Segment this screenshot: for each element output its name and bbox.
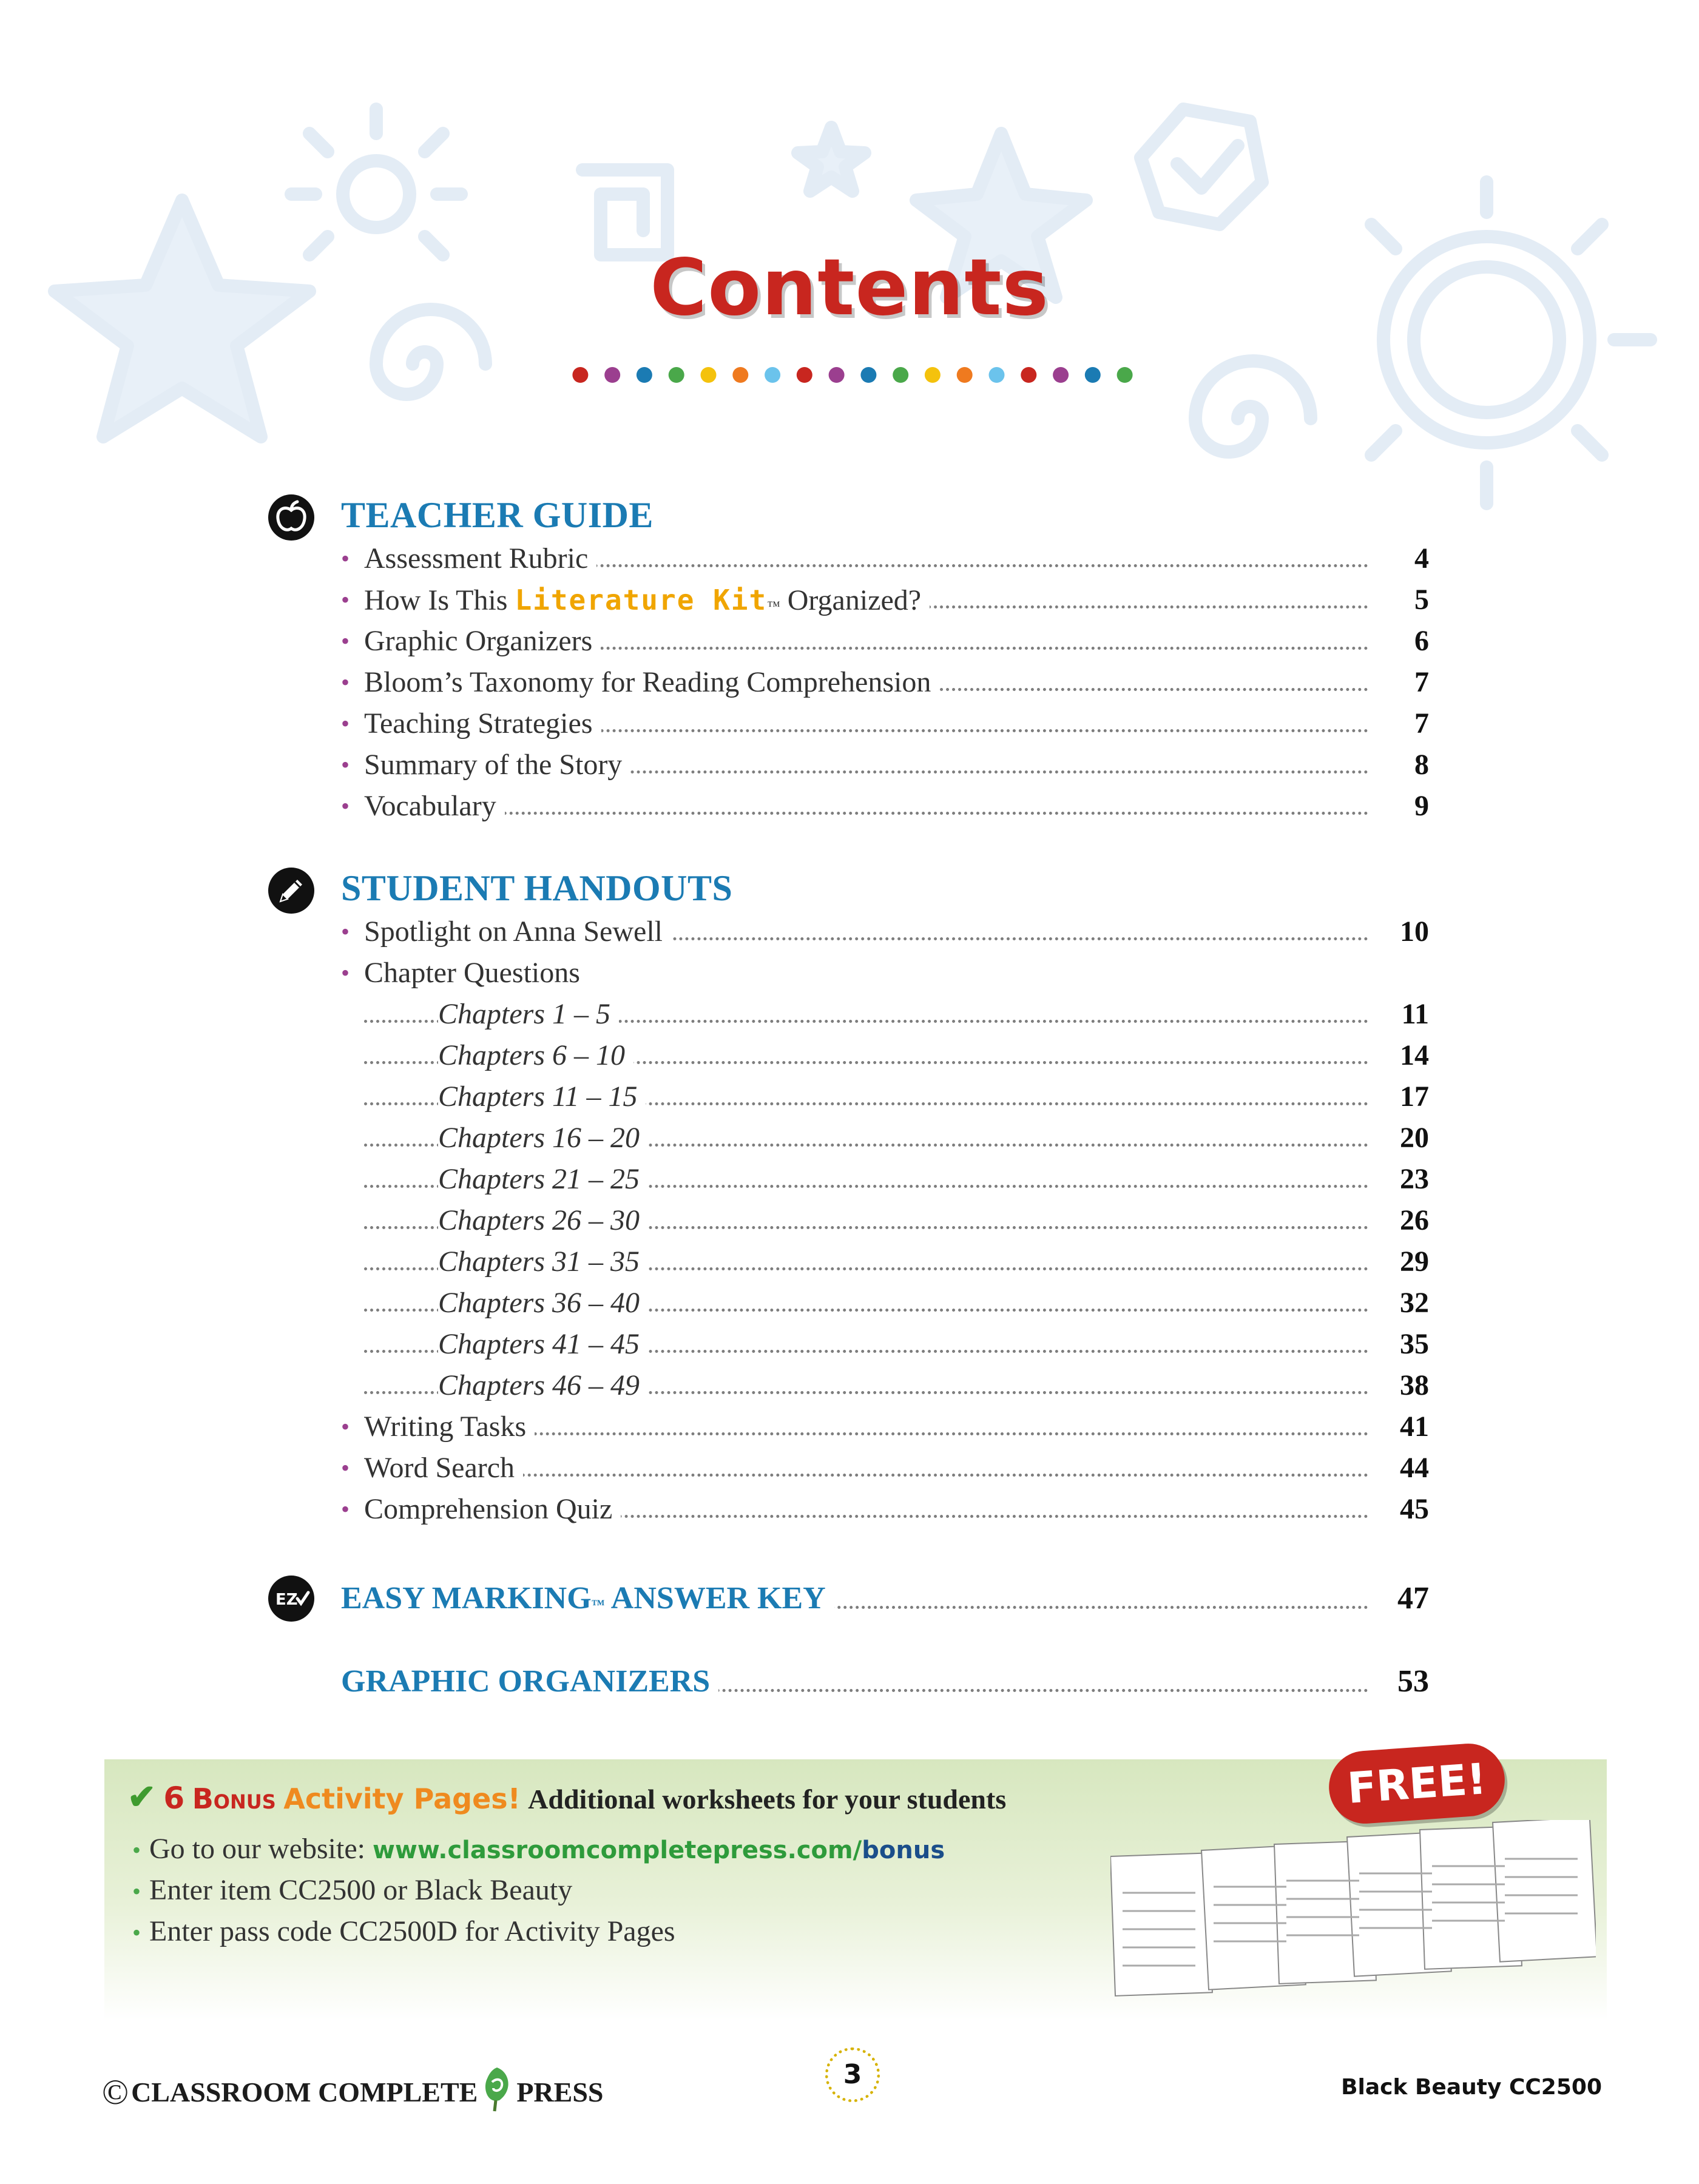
toc-row-label: Chapter Questions xyxy=(364,952,589,994)
bullet: • xyxy=(132,1836,141,1864)
chapter-row-page: 26 xyxy=(1400,1204,1429,1236)
apple-icon xyxy=(267,493,316,542)
graphic-organizers-label: GRAPHIC ORGANIZERS xyxy=(341,1658,718,1705)
chapter-row[interactable] xyxy=(341,1241,1429,1282)
toc-row[interactable] xyxy=(341,911,1429,952)
graphic-organizers-page: 53 xyxy=(1397,1664,1429,1699)
toc-row-label: Spotlight on Anna Sewell xyxy=(364,911,671,952)
chapter-row[interactable] xyxy=(341,1282,1429,1324)
divider-dot xyxy=(925,367,941,383)
toc-row-label: How Is This Literature Kit™ Organized? xyxy=(364,579,930,621)
toc-row-page: 44 xyxy=(1400,1452,1429,1484)
chapter-row[interactable] xyxy=(341,1200,1429,1241)
dot-leader xyxy=(364,812,1368,815)
chapter-row-label: Chapters 26 – 30 xyxy=(438,1200,648,1241)
divider-dot xyxy=(1085,367,1101,383)
toc-row[interactable] xyxy=(341,744,1429,786)
chapter-row-page: 11 xyxy=(1401,998,1429,1030)
chapter-row-page: 38 xyxy=(1400,1369,1429,1401)
chapter-row-page: 20 xyxy=(1400,1122,1429,1154)
color-dot-divider xyxy=(564,363,1141,387)
toc-row[interactable] xyxy=(341,786,1429,827)
toc-row-page: 8 xyxy=(1414,749,1429,781)
bullet: • xyxy=(341,710,350,737)
toc-row[interactable] xyxy=(341,703,1429,744)
toc-row[interactable] xyxy=(341,1448,1429,1489)
toc-row-label: Summary of the Story xyxy=(364,744,630,786)
divider-dot xyxy=(669,367,684,383)
divider-dot xyxy=(893,367,908,383)
toc-row[interactable] xyxy=(341,579,1429,621)
bullet: • xyxy=(341,1495,350,1523)
chapter-row-page: 32 xyxy=(1400,1287,1429,1319)
website-link-tail[interactable]: bonus xyxy=(862,1836,945,1864)
chapter-row[interactable] xyxy=(341,1035,1429,1076)
divider-dot xyxy=(1021,367,1036,383)
toc-row-page: 45 xyxy=(1400,1493,1429,1525)
chapter-row-page: 23 xyxy=(1400,1163,1429,1195)
divider-dot xyxy=(765,367,780,383)
divider-dot xyxy=(572,367,588,383)
divider-dot xyxy=(1117,367,1133,383)
worksheet-thumbnails xyxy=(1110,1820,1596,2020)
ez-check-icon xyxy=(267,1574,316,1623)
toc-row[interactable] xyxy=(341,1406,1429,1448)
toc-row-label: Comprehension Quiz xyxy=(364,1489,621,1530)
toc-row-label: Bloom’s Taxonomy for Reading Comprehension xyxy=(364,662,939,703)
divider-dot xyxy=(989,367,1005,383)
chapter-row[interactable] xyxy=(341,1076,1429,1117)
literature-kit-brand: Literature Kit xyxy=(515,584,768,616)
free-badge: FREE! xyxy=(1326,1741,1507,1826)
chapter-row-page: 29 xyxy=(1400,1245,1429,1278)
bullet: • xyxy=(341,959,350,986)
chapter-row-label: Chapters 11 – 15 xyxy=(438,1076,646,1117)
chapter-row-page: 35 xyxy=(1400,1328,1429,1360)
chapter-row-page: 17 xyxy=(1400,1080,1429,1113)
copyright-symbol: © xyxy=(102,2072,129,2112)
divider-dot xyxy=(604,367,620,383)
toc-row-label: Assessment Rubric xyxy=(364,538,596,579)
svg-text:EZ: EZ xyxy=(275,1591,298,1609)
answer-key-row[interactable] xyxy=(341,1575,1429,1622)
student-handouts-heading: STUDENT HANDOUTS xyxy=(341,868,733,908)
chapter-row-label: Chapters 1 – 5 xyxy=(438,994,619,1035)
toc-row[interactable] xyxy=(341,538,1429,579)
bonus-instruction: • Enter pass code CC2500D for Activity Pages xyxy=(132,1915,675,1947)
toc-row-label: Vocabulary xyxy=(364,786,505,827)
divider-dot xyxy=(1053,367,1069,383)
divider-dot xyxy=(701,367,717,383)
divider-dot xyxy=(732,367,748,383)
bullet: • xyxy=(341,669,350,696)
chapter-row-page: 14 xyxy=(1400,1039,1429,1071)
chapter-row-label: Chapters 21 – 25 xyxy=(438,1159,648,1200)
chapter-row[interactable] xyxy=(341,1324,1429,1365)
divider-dot xyxy=(637,367,652,383)
bullet: • xyxy=(132,1878,141,1905)
toc-row-page: 6 xyxy=(1414,625,1429,657)
toc-row-label: Teaching Strategies xyxy=(364,703,601,744)
chapter-row-label: Chapters 31 – 35 xyxy=(438,1241,648,1282)
check-icon: ✔ xyxy=(127,1779,156,1816)
bullet: • xyxy=(341,792,350,820)
toc-row-page: 41 xyxy=(1400,1410,1429,1443)
bullet: • xyxy=(341,627,350,655)
bullet: • xyxy=(341,1454,350,1481)
toc-row[interactable] xyxy=(341,1489,1429,1530)
page-title: Contents xyxy=(650,243,1049,333)
leaf-logo-icon xyxy=(479,2064,515,2112)
pencil-icon xyxy=(267,866,316,915)
divider-dot xyxy=(829,367,845,383)
toc-row-group-label xyxy=(341,952,1429,994)
chapter-row-label: Chapters 6 – 10 xyxy=(438,1035,633,1076)
bonus-instruction: • Go to our website: www.classroomcompletepress.com/bonus xyxy=(132,1833,945,1865)
chapter-row-label: Chapters 36 – 40 xyxy=(438,1282,648,1324)
bullet: • xyxy=(341,586,350,613)
toc-row-page: 9 xyxy=(1414,790,1429,822)
toc-row-label: Word Search xyxy=(364,1448,523,1489)
bullet: • xyxy=(341,1413,350,1440)
toc-row[interactable] xyxy=(341,621,1429,662)
divider-dot xyxy=(860,367,876,383)
page-number: 3 xyxy=(825,2048,880,2102)
chapter-row[interactable] xyxy=(341,1159,1429,1200)
bullet: • xyxy=(341,918,350,945)
bullet: • xyxy=(341,751,350,778)
divider-dot xyxy=(797,367,812,383)
answer-key-page: 47 xyxy=(1397,1581,1429,1616)
toc-row-page: 10 xyxy=(1400,915,1429,948)
toc-row-page: 4 xyxy=(1414,542,1429,575)
bullet: • xyxy=(341,545,350,572)
graphic-organizers-row[interactable] xyxy=(341,1658,1429,1705)
toc-row-label: Graphic Organizers xyxy=(364,621,601,662)
answer-key-label: EASY MARKING™ ANSWER KEY xyxy=(341,1575,834,1622)
toc-row-label: Writing Tasks xyxy=(364,1406,535,1448)
toc-row-page: 7 xyxy=(1414,707,1429,740)
bonus-title: ✔ 6 Bonus Activity Pages! Additional worksheets for your students xyxy=(127,1779,1007,1816)
chapter-row[interactable] xyxy=(341,994,1429,1035)
publisher-logo: ©CLASSROOM COMPLETE PRESS xyxy=(102,2064,603,2112)
chapter-row[interactable] xyxy=(341,1365,1429,1406)
chapter-row-label: Chapters 46 – 49 xyxy=(438,1365,648,1406)
chapter-row-label: Chapters 16 – 20 xyxy=(438,1117,648,1159)
divider-dot xyxy=(957,367,973,383)
bonus-instruction: • Enter item CC2500 or Black Beauty xyxy=(132,1874,573,1906)
teacher-guide-heading: TEACHER GUIDE xyxy=(341,495,654,535)
toc-row-page: 5 xyxy=(1414,584,1429,616)
book-label: Black Beauty CC2500 xyxy=(1341,2075,1602,2100)
bullet: • xyxy=(132,1919,141,1946)
chapter-row-label: Chapters 41 – 45 xyxy=(438,1324,648,1365)
website-link[interactable]: www.classroomcompletepress.com/ xyxy=(372,1836,862,1864)
chapter-row[interactable] xyxy=(341,1117,1429,1159)
toc-row-page: 7 xyxy=(1414,666,1429,698)
toc-row[interactable] xyxy=(341,662,1429,703)
